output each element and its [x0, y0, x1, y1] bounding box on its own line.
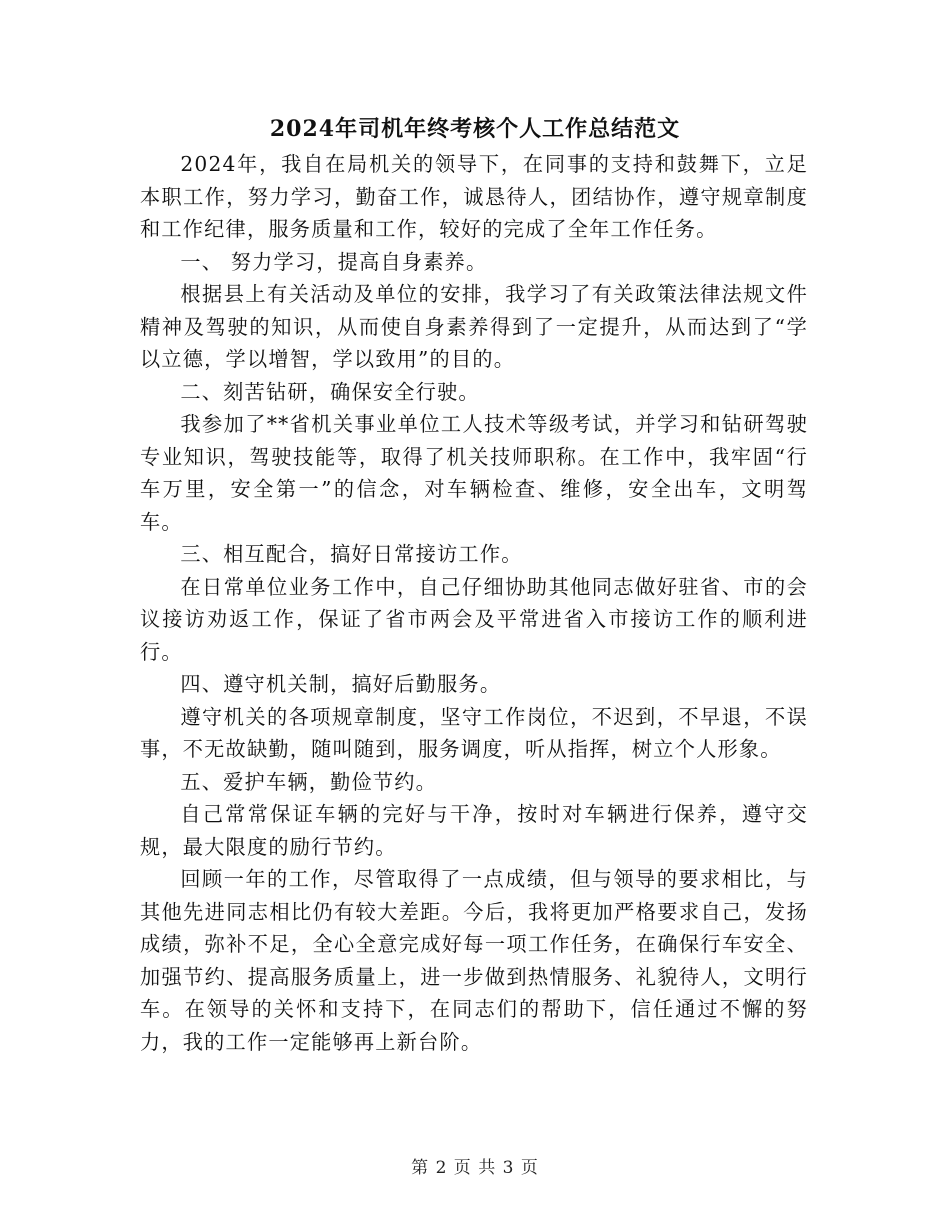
- paragraph-section-4: 遵守机关的各项规章制度，坚守工作岗位，不迟到，不早退，不误事，不无故缺勤，随叫随到，服务调度，听从指挥，树立个人形象。: [140, 704, 808, 761]
- paragraph-section-1: 根据县上有关活动及单位的安排，我学习了有关政策法律法规文件精神及驾驶的知识，从而使自身素养得到了一定提升，从而达到了“学以立德，学以增智，学以致用”的目的。: [140, 282, 808, 371]
- document-body: [140, 148, 808, 1058]
- section-heading-4: 四、遵守机关制，搞好后勤服务。: [180, 672, 502, 696]
- section-heading-2: 二、刻苦钻研，确保安全行驶。: [180, 379, 480, 404]
- paragraph-conclusion: 回顾一年的工作，尽管取得了一点成绩，但与领导的要求相比，与其他先进同志相比仍有较大差距。今后，我将更加严格要求自己，发扬成绩，弥补不足，全心全意完成好每一项工作任务，在确保行车安全、加强节约、提高服务质量上，进一步做到热情服务、礼貌待人，文明行车。在领导的关怀和支持下，在同志们的帮助下，信任通过不懈的努力，我的工作一定能够再上新台阶。: [140, 867, 808, 1054]
- section-heading-1: 一、 努力学习，提高自身素养。: [180, 249, 488, 274]
- paragraph-section-2: 我参加了**省机关事业单位工人技术等级考试，并学习和钻研驾驶专业知识，驾驶技能等，取得了机关技师职称。在工作中，我牢固“行车万里，安全第一”的信念，对车辆检查、维修，安全出车，文明驾车。: [140, 412, 808, 534]
- paragraph-section-5: 自己常常保证车辆的完好与干净，按时对车辆进行保养，遵守交规，最大限度的励行节约。: [140, 802, 808, 859]
- paragraph-intro: 2024年，我自在局机关的领导下，在同事的支持和鼓舞下，立足本职工作，努力学习，勤奋工作，诚恳待人，团结协作，遵守规章制度和工作纪律，服务质量和工作，较好的完成了全年工作任务。: [140, 152, 808, 241]
- section-heading-5: 五、爱护车辆，勤俭节约。: [180, 769, 438, 794]
- section-heading-3: 三、相互配合，搞好日常接访工作。: [180, 542, 523, 566]
- paragraph-section-3: 在日常单位业务工作中，自己仔细协助其他同志做好驻省、市的会议接访劝返工作，保证了省市两会及平常进省入市接访工作的顺利进行。: [140, 574, 808, 664]
- document-title: 2024年司机年终考核个人工作总结范文: [269, 116, 681, 142]
- page-number-footer: 第 2 页 共 3 页: [411, 1158, 539, 1178]
